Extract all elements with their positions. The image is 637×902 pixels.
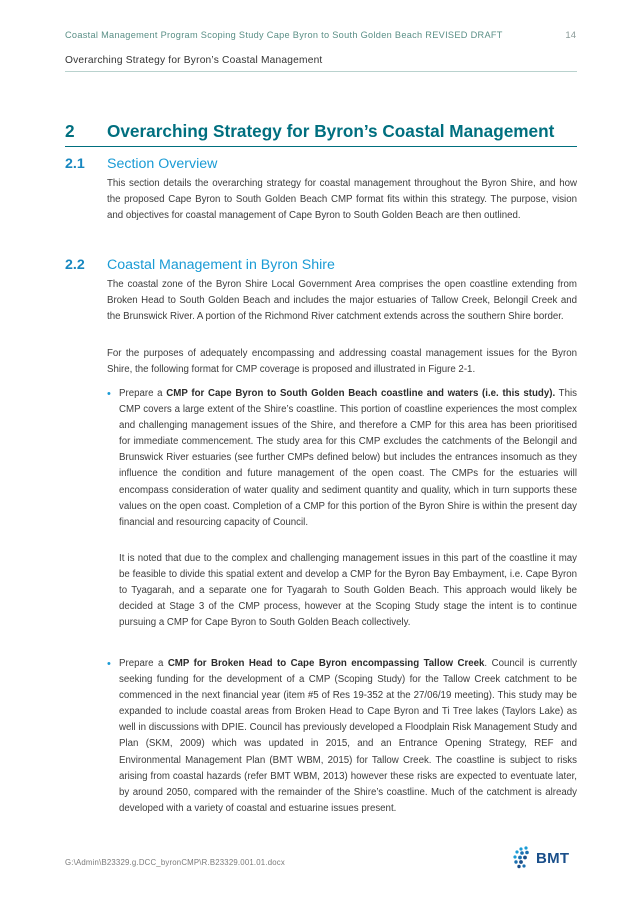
bullet-note-paragraph: It is noted that due to the complex and challenging management issues in this part of the coastline it may be feasible to divide this spatial extent and develop a CMP for the Byron Bay Embayment, i.e. Cape Byron to Tyagarah, and a separate one for Tyagarah to South Golden Beach. This approach would likely be decided at Stage 3 of the CMP process, however at the Scoping Study stage the intent is to continue pursuing a CMP for Cape Byron to South Golden Beach collectively. [119,553,577,629]
list-item [107,656,577,817]
subsection-title: Coastal Management in Byron Shire [107,257,335,273]
bullet-icon: • [107,388,111,400]
cmp-format-paragraph: For the purposes of adequately encompassing and addressing coastal management issues for the Byron Shire, the following format for CMP coverage is proposed and illustrated in Figure 2-1. [107,348,577,376]
bullet-icon: • [107,658,111,670]
page-number: 14 [565,30,576,41]
bullet-bold: CMP for Cape Byron to South Golden Beach coastline and waters (i.e. this study). [166,388,556,399]
subsection-title: Section Overview [107,156,218,172]
section-divider [65,146,577,147]
subsection-number: 2.1 [65,156,85,172]
running-header-subtitle: Overarching Strategy for Byron’s Coastal Management [65,55,323,66]
subsection-number: 2.2 [65,257,85,273]
bullet-lead: Prepare a [119,658,168,669]
coastal-zone-paragraph: The coastal zone of the Byron Shire Local Government Area comprises the open coastline extending from Broken Head to South Golden Beach and includes the major estuaries of Tallow Creek, Belongil Creek and the Brunswick River. A portion of the Richmond River catchment extends across the southern Shire border. [107,279,577,323]
bmt-logo-icon [512,845,538,871]
section-number: 2 [65,121,75,141]
bullet-text: . Council is currently seeking funding for the development of a CMP (Scoping Study) for the Tallow Creek catchment to be commenced in the next financial year (item #5 of Res 19-352 at the 27/06/19 meeting). This study may be expanded to include coastal areas from Broken Head to Cape Byron and Ti Tree lakes (Taylors Lake) as well in discussions with DPIE. Council has previously developed a Floodplain Risk Management Study and Plan (SKM, 2009) which was updated in 2015, and an Entrance Opening Strategy, REF and Environmental Management Plan (BMT WBM, 2015) for Tallow Creek. The coastline is subject to risks arising from coastal hazards (refer BMT WBM, 2013) however these risks are expected to eventuate later, by around 2050, compared with the remainder of the Shire’s coastline. Much of the catchment is already developed with a variety of coastal and estuarine issues present. [119,658,577,814]
bullet-bold: CMP for Broken Head to Cape Byron encompassing Tallow Creek [167,658,485,669]
overview-paragraph: This section details the overarching strategy for coastal management throughout the Byron Shire, and how the proposed Cape Byron to South Golden Beach CMP format fits within this strategy. The purpose, vision and objectives for coastal management of Cape Byron to South Golden Beach are then outlined. [107,178,577,222]
bullet-text: This CMP covers a large extent of the Shire’s coastline. This portion of coastline experiences the most complex and challenging management issues of the Shire, and therefore a CMP for this area has been prioritised for immediate commencement. The study area for this CMP excludes the catchments of the Belongil and Brunswick River estuaries (see further CMPs defined below) but includes the entrances insomuch as they influence the condition and future management of the open coast. The CMPs for the estuaries will encompass consideration of water quality and sediment quantity and quality, which in turn supports these values on the open coast. Completion of a CMP for this portion of the Byron Shire is within the present day financial and resourcing capacity of Council. [119,388,577,528]
footer-file-path: G:\Admin\B23329.g.DCC_byronCMP\R.B23329.001.01.docx [65,858,285,867]
bmt-logo-text: BMT [536,850,570,867]
bullet-lead: Prepare a [119,388,167,399]
bmt-logo [512,845,582,871]
list-item [107,386,577,531]
header-divider [65,71,577,72]
running-header-title: Coastal Management Program Scoping Study Cape Byron to South Golden Beach REVISED DRAFT [65,30,503,40]
section-title: Overarching Strategy for Byron’s Coastal Management [107,121,555,141]
